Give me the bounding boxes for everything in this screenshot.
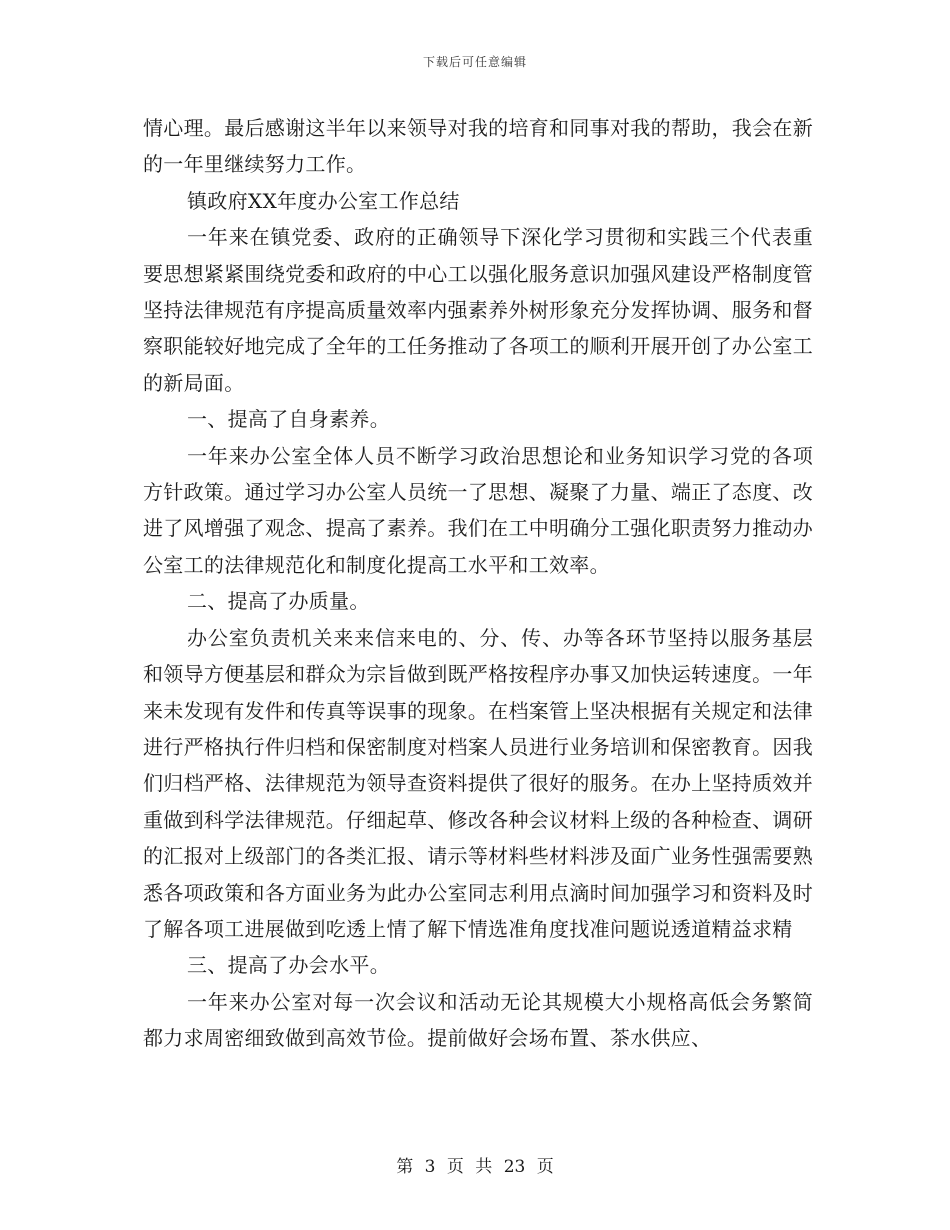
section-heading-2: 二、提高了办质量。 xyxy=(187,589,370,614)
document-body xyxy=(143,110,813,1057)
paragraph-intro: 一年来在镇党委、政府的正确领导下深化学习贯彻和实践三个代表重要思想紧紧围绕党委和政府的中心工以强化服务意识加强风建设严格制度管坚持法律规范有序提高质量效率内强素养外树形象充分发挥协调、服务和督察职能较好地完成了全年的工任务推动了各项工的顺利开展开创了办公室工的新局面。 xyxy=(143,225,813,395)
paragraph-section-2: 办公室负责机关来来信来电的、分、传、办等各环节坚持以服务基层和领导方便基层和群众为宗旨做到既严格按程序办事又加快运转速度。一年来未发现有发件和传真等误事的现象。在档案管上坚决根据有关规定和法律进行严格执行件归档和保密制度对档案人员进行业务培训和保密教育。因我们归档严格、法律规范为领导查资料提供了很好的服务。在办上坚持质效并重做到科学法律规范。仔细起草、修改各种会议材料上级的各种检查、调研的汇报对上级部门的各类汇报、请示等材料些材料涉及面广业务性强需要熟悉各项政策和各方面业务为此办公室同志利用点滴时间加强学习和资料及时了解各项工进展做到吃透上情了解下情选准角度找准问题说透道精益求精 xyxy=(143,625,813,941)
paragraph-section-1: 一年来办公室全体人员不断学习政治思想论和业务知识学习党的各项方针政策。通过学习办公室人员统一了思想、凝聚了力量、端正了态度、改进了风增强了观念、提高了素养。我们在工中明确分工强化职责努力推动办公室工的法律规范化和制度化提高工水平和工效率。 xyxy=(143,443,813,577)
section-heading-3: 三、提高了办会水平。 xyxy=(187,953,390,978)
page-number: 第 3 页 共 23 页 xyxy=(396,1157,554,1177)
paragraph-section-3: 一年来办公室对每一次会议和活动无论其规模大小规格高低会务繁简都力求周密细致做到高效节俭。提前做好会场布置、茶水供应、 xyxy=(143,989,813,1051)
document-title: 镇政府XX年度办公室工作总结 xyxy=(187,188,460,213)
section-heading-1: 一、提高了自身素养。 xyxy=(187,407,390,432)
header-note: 下载后可任意编辑 xyxy=(422,55,527,69)
paragraph-continuation: 情心理。最后感谢这半年以来领导对我的培育和同事对我的帮助，我会在新的一年里继续努力工作。 xyxy=(143,116,813,177)
